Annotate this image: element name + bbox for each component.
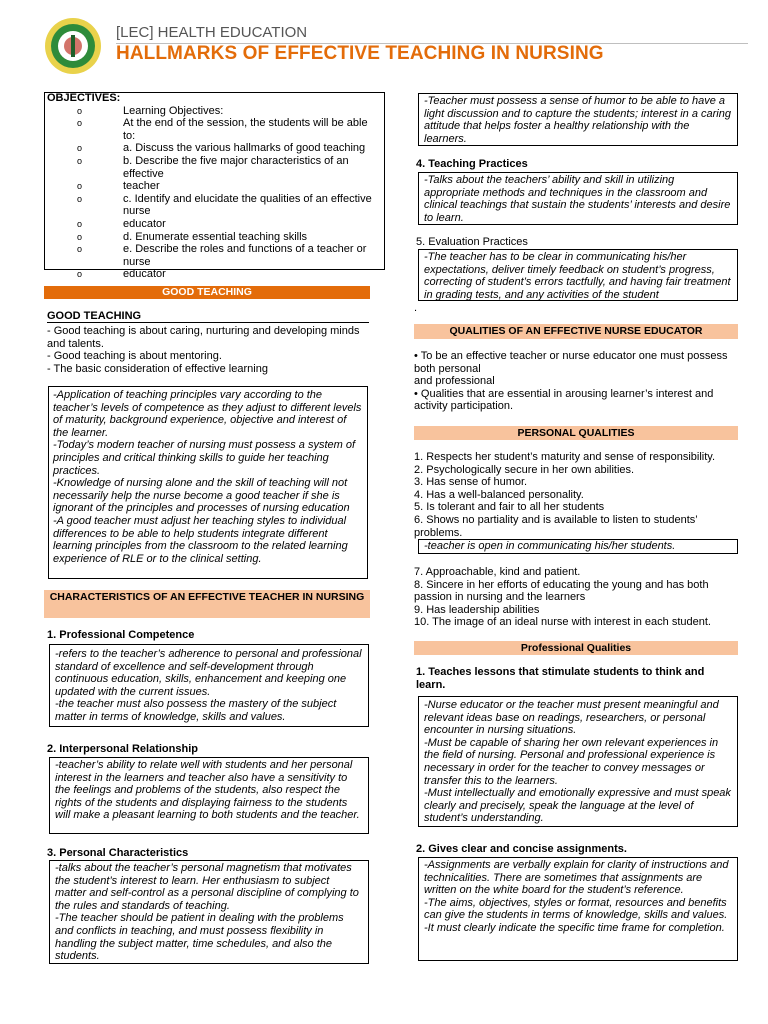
objective-text: At the end of the session, the students will be able to: bbox=[123, 117, 368, 142]
good-teaching-heading: GOOD TEACHING bbox=[47, 310, 369, 323]
objective-item bbox=[47, 243, 381, 268]
course-label: [LEC] HEALTH EDUCATION bbox=[116, 24, 308, 41]
good-teaching-band: GOOD TEACHING bbox=[44, 286, 370, 299]
qualities-band: QUALITIES OF AN EFFECTIVE NURSE EDUCATOR bbox=[414, 324, 738, 339]
characteristic-box: -Talks about the teachers’ ability and skill in utilizing appropriate methods and techniques in the classroom and clinical teachings that sustain the students’ interests and desire to learn. bbox=[418, 172, 738, 225]
characteristic-title: 5. Evaluation Practices bbox=[416, 236, 528, 248]
personal-quality: 9. Has leadership abilities bbox=[414, 603, 540, 616]
personal-qualities-list bbox=[414, 451, 740, 539]
personal-quality: 2. Psychologically secure in her own abilities. bbox=[414, 463, 635, 476]
good-teaching-line: - The basic consideration of effective learning bbox=[47, 362, 268, 375]
objective-item bbox=[47, 231, 381, 244]
personal-quality-box: -teacher is open in communicating his/her students. bbox=[418, 539, 738, 554]
bullet-icon: o bbox=[77, 193, 83, 204]
page-title: HALLMARKS OF EFFECTIVE TEACHING IN NURSING bbox=[116, 43, 604, 64]
professional-quality-title: 1. Teaches lessons that stimulate students to think and learn. bbox=[416, 666, 705, 691]
objectives-heading: OBJECTIVES: bbox=[47, 92, 121, 104]
characteristic-box: -refers to the teacher’s adherence to personal and professional standard of excellence and self-development through continuous education, skills, enhancement and keeping one updated with the current issues. -the teacher must also possess the mastery of the subject matter in terms of knowledge, skills and values. bbox=[49, 644, 369, 727]
characteristics-band: CHARACTERISTICS OF AN EFFECTIVE TEACHER IN NURSING bbox=[44, 590, 370, 618]
professional-quality-title: 2. Gives clear and concise assignments. bbox=[416, 843, 627, 855]
personal-quality: 1. Respects her student’s maturity and sense of responsibility. bbox=[414, 451, 716, 463]
qualities-line: • To be an effective teacher or nurse educator one must possess both personal bbox=[414, 350, 728, 375]
characteristic-box: -Teacher must possess a sense of humor to be able to have a light discussion and to capture the students; interest in a caring attitude that helps foster a healthy relationship with the learners. bbox=[418, 93, 738, 146]
professional-qualities-band: Professional Qualities bbox=[414, 641, 738, 655]
bullet-icon: o bbox=[77, 181, 83, 192]
objective-text: Learning Objectives: bbox=[123, 104, 224, 117]
bullet-icon: o bbox=[77, 218, 83, 229]
objective-text: e. Describe the roles and functions of a teacher or nurse bbox=[123, 243, 367, 268]
qualities-lines bbox=[414, 350, 740, 413]
objective-text: c. Identify and elucidate the qualities of an effective nurse bbox=[123, 192, 372, 218]
good-teaching-box: -Application of teaching principles vary according to the teacher’s levels of competence as they adjust to different levels of maturity, background experience, objective and interest of the learner. -Today’s modern teacher of nursing must possess a system of principles and critical thinking skills to guide her teaching practices. -Knowledge of nursing alone and the skill of teaching will not necessarily help the nurse become a good teacher if she is ignorant of the principles and processes of nursing education -A good teacher must adjust her teaching styles to individual differences to be able to help students integrate different learning principles from the classroom to the related learning experience of RLE or to the clinical setting. bbox=[48, 386, 368, 579]
bullet-icon: o bbox=[77, 231, 83, 242]
characteristic-title: 1. Professional Competence bbox=[47, 629, 195, 641]
objective-item bbox=[47, 180, 381, 193]
objective-text: educator bbox=[123, 268, 166, 281]
personal-quality: 10. The image of an ideal nurse with interest in each student. bbox=[414, 616, 711, 629]
bullet-icon: o bbox=[77, 105, 83, 116]
good-teaching-line: - Good teaching is about caring, nurturing and developing minds and talents. bbox=[47, 325, 360, 350]
objectives-section bbox=[47, 92, 381, 281]
objective-text: a. Discuss the various hallmarks of good teaching bbox=[123, 142, 366, 155]
qualities-line: and professional bbox=[414, 375, 495, 388]
characteristic-box: -The teacher has to be clear in communicating his/her expectations, deliver timely feedback on student’s progress, correcting of student’s errors tactfully, and having fair treatment in grading tests, and any activities of the student bbox=[418, 249, 738, 301]
personal-qualities-list-2 bbox=[414, 566, 744, 629]
objective-item bbox=[47, 268, 381, 281]
good-teaching-line: - Good teaching is about mentoring. bbox=[47, 350, 222, 363]
characteristic-title: 4. Teaching Practices bbox=[416, 158, 528, 170]
characteristic-box: -talks about the teacher’s personal magnetism that motivates the student’s interest to learn. Her enthusiasm to subject matter and self-control as a personal discipline of complying to the rules and standards of teaching. -The teacher should be patient in dealing with the problems and conflicts in teaching, and must possess flexibility in handling the subject matter, time schedules, and also the students. bbox=[49, 860, 369, 964]
objective-item bbox=[47, 105, 381, 118]
personal-quality: 3. Has sense of humor. bbox=[414, 476, 528, 489]
objective-text: d. Enumerate essential teaching skills bbox=[123, 230, 308, 243]
bullet-icon: o bbox=[77, 143, 83, 154]
personal-qualities-band: PERSONAL QUALITIES bbox=[414, 426, 738, 440]
personal-quality: 5. Is tolerant and fair to all her students bbox=[414, 501, 605, 514]
characteristic-title: 2. Interpersonal Relationship bbox=[47, 743, 198, 755]
objectives-list bbox=[47, 105, 381, 281]
bullet-icon: o bbox=[77, 269, 83, 280]
objective-item bbox=[47, 142, 381, 155]
professional-quality-box: -Nurse educator or the teacher must present meaningful and relevant ideas base on readings, researchers, or personal encounter in nursing situations. -Must be capable of sharing her own relevant experiences in the field of nursing. Personal and professional experience is necessary in order for the teacher to convey messages or transfer this to the learners. -Must intellectually and emotionally expressive and must speak clearly and precisely, speak the language at the level of student’s understanding. bbox=[418, 696, 738, 827]
professional-quality-box: -Assignments are verbally explain for clarity of instructions and technicalities. There are sometimes that assignments are written on the white board for the student’s reference. -The aims, objectives, styles or format, resources and benefits can give the students in terms of knowledge, skills and values. -It must clearly indicate the specific time frame for completion. bbox=[418, 857, 738, 961]
good-teaching-lines bbox=[47, 325, 369, 375]
bullet-icon: o bbox=[77, 118, 83, 129]
personal-quality: 4. Has a well-balanced personality. bbox=[414, 488, 584, 501]
bullet-icon: o bbox=[77, 244, 83, 255]
objective-item bbox=[47, 218, 381, 231]
objective-text: teacher bbox=[123, 180, 160, 193]
trailing-mark: . bbox=[414, 302, 418, 314]
personal-quality: 8. Sincere in her efforts of educating the young and has both passion in nursing and the learners bbox=[414, 578, 709, 604]
characteristic-title: 3. Personal Characteristics bbox=[47, 847, 189, 859]
objective-item bbox=[47, 155, 381, 180]
objective-item bbox=[47, 117, 381, 142]
objective-text: educator bbox=[123, 217, 166, 230]
personal-quality: 6. Shows no partiality and is available to listen to students’ problems. bbox=[414, 513, 698, 539]
personal-quality: 7. Approachable, kind and patient. bbox=[414, 566, 581, 578]
objective-item bbox=[47, 193, 381, 218]
objective-text: b. Describe the five major characteristics of an effective bbox=[123, 154, 349, 180]
qualities-line: • Qualities that are essential in arousing learner’s interest and activity participation. bbox=[414, 387, 714, 413]
bullet-icon: o bbox=[77, 155, 83, 166]
seal-logo bbox=[44, 17, 102, 75]
characteristic-box: -teacher’s ability to relate well with students and her personal interest in the learners and teacher also have a sensitivity to the feelings and problems of the students, also respect the rights of the students and displaying fairness to the students will make a pleasant learning to both students and the teacher. bbox=[49, 757, 369, 834]
